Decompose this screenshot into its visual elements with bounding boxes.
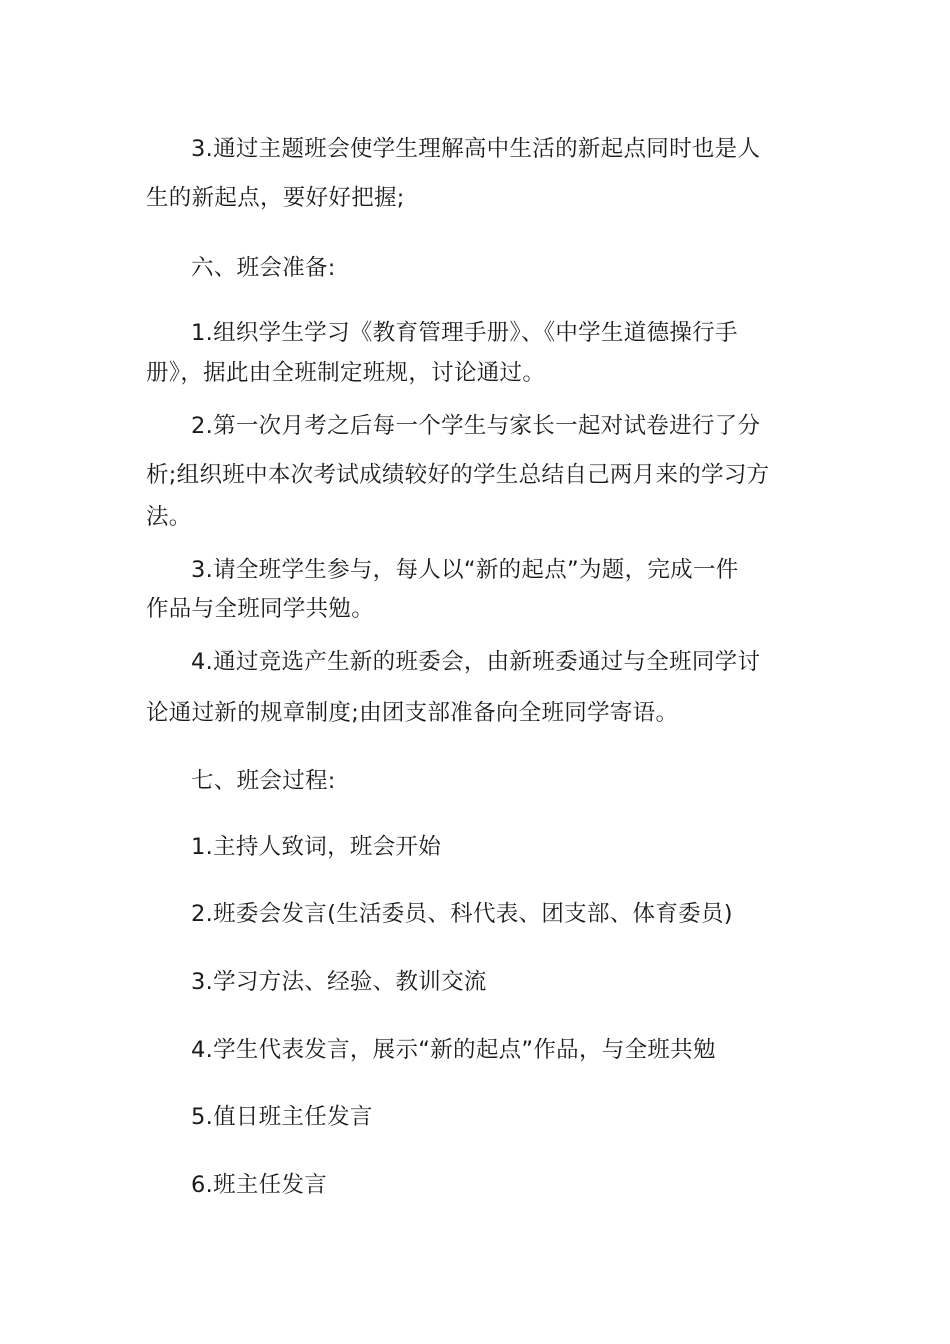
paragraph-prep-4-line-2: 论通过新的规章制度;由团支部准备向全班同学寄语。 <box>146 700 679 726</box>
paragraph-prep-1-line-1: 1.组织学生学习《教育管理手册》、《中学生道德操行手 <box>191 320 738 346</box>
section-heading-process: 七、班会过程: <box>191 768 336 794</box>
process-item-3: 3.学习方法、经验、教训交流 <box>191 969 487 995</box>
paragraph-prep-2-line-2: 析;组织班中本次考试成绩较好的学生总结自己两月来的学习方 <box>146 462 770 488</box>
paragraph-prep-1-line-2: 册》，据此由全班制定班规，讨论通过。 <box>146 360 546 386</box>
paragraph-prep-2-line-1: 2.第一次月考之后每一个学生与家长一起对试卷进行了分 <box>191 413 761 439</box>
process-item-2: 2.班委会发言(生活委员、科代表、团支部、体育委员) <box>191 901 733 927</box>
paragraph-objective-3-line-1: 3.通过主题班会使学生理解高中生活的新起点同时也是人 <box>191 136 761 162</box>
paragraph-prep-4-line-1: 4.通过竞选产生新的班委会，由新班委通过与全班同学讨 <box>191 649 761 675</box>
section-heading-preparation: 六、班会准备: <box>191 255 336 281</box>
process-item-4: 4.学生代表发言，展示“新的起点”作品，与全班共勉 <box>191 1037 716 1063</box>
paragraph-prep-3-line-2: 作品与全班同学共勉。 <box>146 596 375 622</box>
paragraph-prep-3-line-1: 3.请全班学生参与，每人以“新的起点”为题，完成一件 <box>191 557 739 583</box>
process-item-1: 1.主持人致词，班会开始 <box>191 834 442 860</box>
paragraph-prep-2-line-3: 法。 <box>146 504 192 530</box>
process-item-6: 6.班主任发言 <box>191 1172 328 1198</box>
paragraph-objective-3-line-2: 生的新起点，要好好把握; <box>146 185 405 211</box>
process-item-5: 5.值日班主任发言 <box>191 1104 373 1130</box>
